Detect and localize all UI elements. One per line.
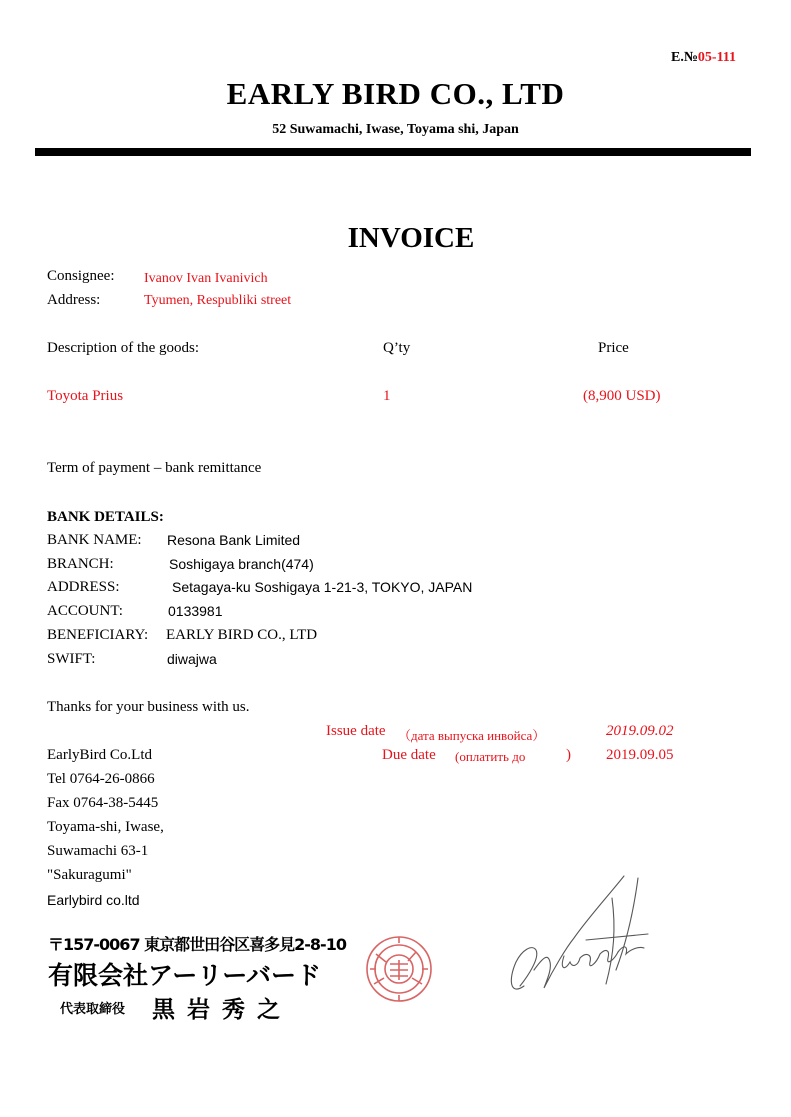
stamp-role: 代表取締役 [60,1002,126,1017]
goods-header-qty: Q’ty [383,340,411,356]
beneficiary-label: BENEFICIARY: [47,627,149,643]
contact-line: Tel 0764-26-0866 [47,771,155,787]
company-seal-stamp [356,934,442,1004]
contact-line: Suwamachi 63-1 [47,843,149,859]
document-title: INVOICE [347,222,475,254]
branch-label: BRANCH: [47,556,114,572]
invoice-number [671,50,736,66]
issue-date-label: Issue date [326,723,386,739]
contact-line: EarlyBird Co.Ltd [47,747,152,763]
consignee-label: Consignee: [47,268,115,284]
stamp-company-line: 有限会社アーリーバード [48,961,322,990]
invoice-number-value: 05-111 [697,50,737,65]
due-date-note: (оплатить до [455,749,526,764]
bank-address-label: ADDRESS: [47,579,120,595]
contact-line: Toyama-shi, Iwase, [47,819,164,835]
issue-date-value: 2019.09.02 [606,723,674,739]
address-value: Tyumen, Respubliki street [144,293,292,308]
bank-address-value: Setagaya-ku Soshigaya 1-21-3, TOKYO, JAPAN [172,579,473,595]
payment-terms: Term of payment – bank remittance [47,460,262,476]
beneficiary-value: EARLY BIRD CO., LTD [166,627,318,643]
stamp-representative-name: 黒 岩 秀 之 [152,996,283,1023]
contact-sans-line: Earlybird co.ltd [47,892,140,908]
goods-item-price: (8,900 USD) [583,388,661,404]
consignee-value: Ivanov Ivan Ivanivich [144,271,268,286]
contact-line: "Sakuragumi" [47,867,132,883]
contact-line: Fax 0764-38-5445 [47,795,159,811]
bank-name-label: BANK NAME: [47,532,142,548]
due-date-value: 2019.09.05 [606,747,674,763]
bank-details-heading: BANK DETAILS: [47,509,164,525]
branch-value: Soshigaya branch(474) [169,556,314,572]
signature [488,858,698,1018]
thanks-note: Thanks for your business with us. [47,699,250,715]
invoice-number-prefix: E.№ [671,50,698,65]
goods-header-price: Price [598,340,629,356]
goods-header-description: Description of the goods: [47,340,200,356]
goods-item-description: Toyota Prius [47,388,124,404]
swift-label: SWIFT: [47,651,96,667]
bank-name-value: Resona Bank Limited [167,532,301,548]
address-label: Address: [47,292,101,308]
account-value: 0133981 [168,603,223,619]
issue-date-note: （дата выпуска инвойса） [398,728,546,743]
swift-value: diwajwa [167,651,217,667]
header-divider [35,148,751,156]
company-address: 52 Suwamachi, Iwase, Toyama shi, Japan [272,122,519,137]
stamp-address-line: 〒157-0067 東京都世田谷区喜多見2-8-10 [48,935,346,954]
due-date-label: Due date [382,747,436,763]
due-date-note-close: ) [566,747,571,763]
company-name: EARLY BIRD CO., LTD [226,76,565,111]
account-label: ACCOUNT: [47,603,123,619]
goods-item-qty: 1 [383,388,391,404]
